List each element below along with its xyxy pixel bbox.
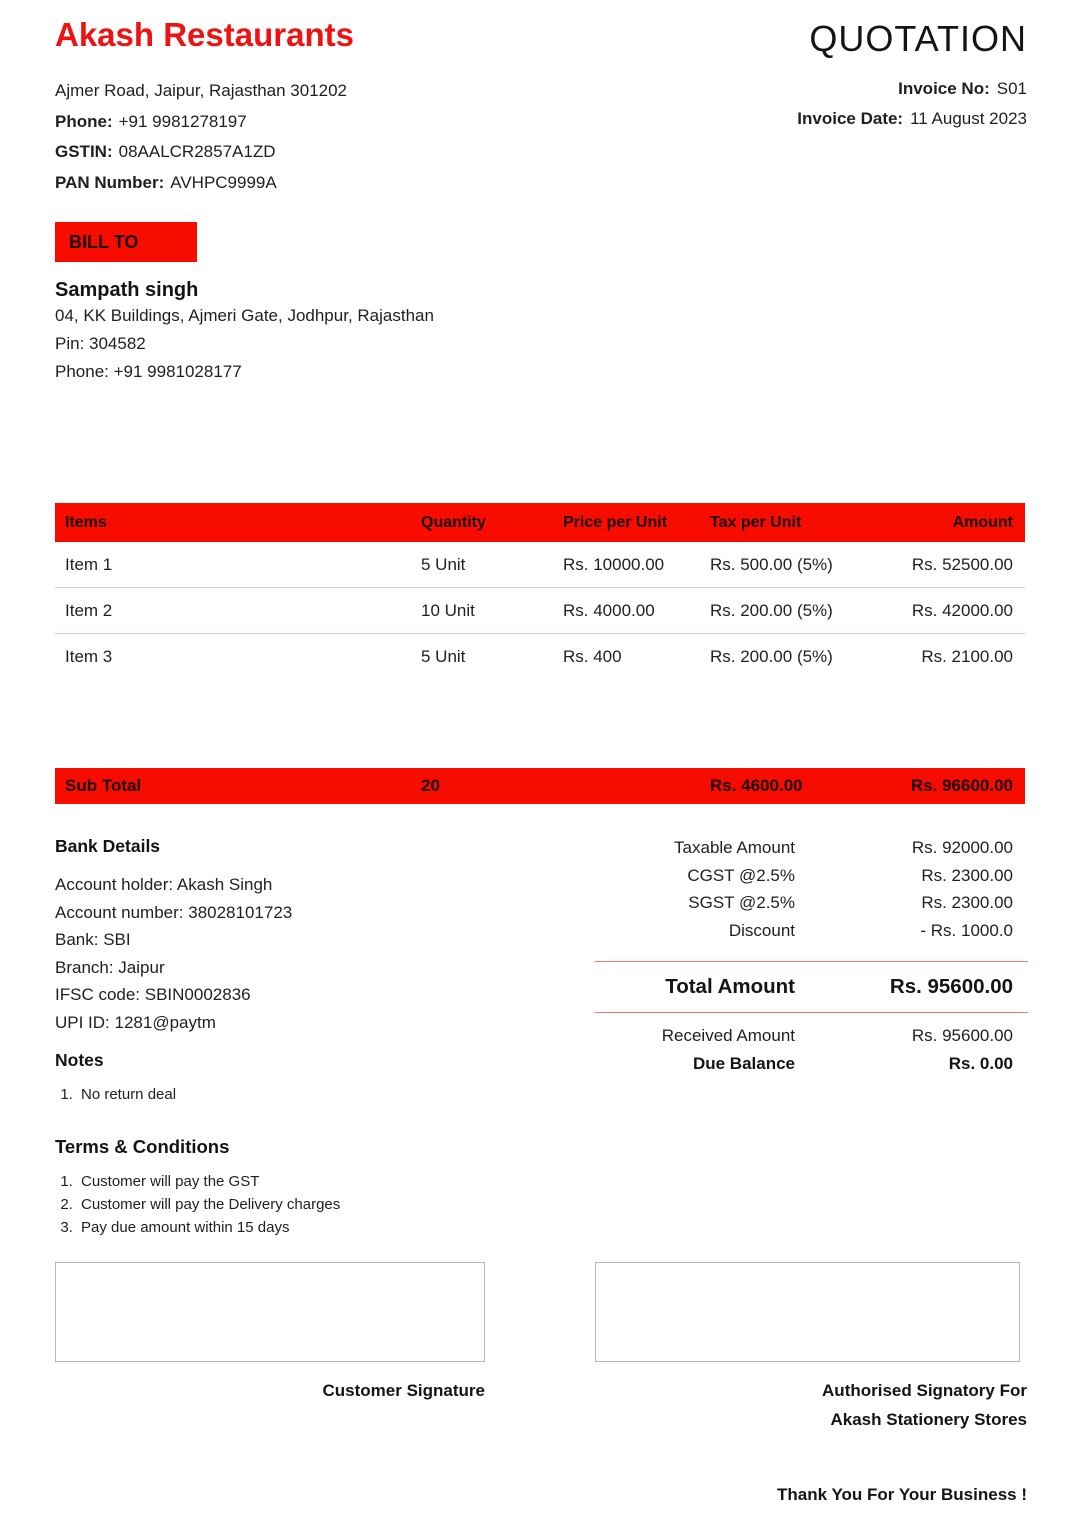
term-item: 3. Pay due amount within 15 days [77, 1216, 340, 1239]
item-quantity: 10 Unit [421, 600, 475, 620]
company-pan-value: AVHPC9999A [170, 172, 277, 192]
bill-to-section [55, 222, 655, 386]
bank-branch: Branch: Jaipur [55, 957, 165, 977]
customer-name: Sampath singh [55, 279, 199, 301]
taxable-amount-label: Taxable Amount [674, 838, 795, 857]
header-tax-per-unit: Tax per Unit [710, 513, 802, 531]
subtotal-tax: Rs. 4600.00 [710, 776, 803, 795]
total-amount-label: Total Amount [665, 975, 795, 998]
company-phone [55, 107, 354, 138]
authorised-caption-line2: Akash Stationery Stores [830, 1410, 1027, 1429]
authorised-signature-caption [595, 1376, 1027, 1434]
subtotal-bar [55, 768, 1025, 804]
bank-details-title: Bank Details [55, 836, 161, 856]
header-price-per-unit: Price per Unit [563, 513, 668, 531]
customer-signature-caption: Customer Signature [322, 1381, 485, 1400]
table-row [55, 542, 1025, 588]
notes-list [77, 1083, 176, 1106]
item-name: Item 2 [65, 600, 113, 620]
notes-title: Notes [55, 1050, 104, 1070]
subtotal-label: Sub Total [65, 776, 142, 795]
summary-row-sgst [595, 889, 1028, 917]
cgst-label: CGST @2.5% [687, 865, 795, 885]
summary-row-cgst [595, 862, 1028, 890]
item-tax: Rs. 500.00 (5%) [710, 554, 833, 574]
discount-label: Discount [728, 920, 795, 940]
company-gstin-value: 08AALCR2857A1ZD [118, 142, 276, 161]
item-quantity: 5 Unit [421, 554, 466, 574]
invoice-number-label: Invoice No: [898, 79, 990, 98]
terms-title: Terms & Conditions [55, 1136, 230, 1157]
customer-pin: Pin: 304582 [55, 334, 146, 353]
item-price: Rs. 400 [563, 647, 622, 666]
bank-details-section [55, 836, 525, 1036]
document-title: QUOTATION [809, 18, 1027, 59]
received-amount-row [595, 1022, 1028, 1050]
company-phone-value: +91 9981278197 [118, 111, 247, 131]
bill-to-tag: BILL TO [55, 222, 197, 262]
bank-ifsc: IFSC code: SBIN0002836 [55, 985, 251, 1004]
bank-account-holder: Account holder: Akash Singh [55, 875, 273, 894]
subtotal-amount: Rs. 96600.00 [910, 776, 1013, 795]
company-gstin [55, 137, 354, 168]
customer-address: 04, KK Buildings, Ajmeri Gate, Jodhpur, Rajasthan [55, 306, 434, 325]
total-amount-value: Rs. 95600.00 [889, 975, 1013, 998]
bank-name: Bank: SBI [55, 930, 131, 949]
item-amount: Rs. 42000.00 [911, 600, 1013, 620]
taxable-amount-value: Rs. 92000.00 [911, 838, 1013, 857]
item-quantity: 5 Unit [421, 647, 466, 666]
items-table-header [55, 503, 1025, 542]
header-items: Items [65, 513, 107, 531]
item-name: Item 3 [65, 647, 113, 666]
received-amount-label: Received Amount [661, 1026, 795, 1045]
term-item: 2. Customer will pay the Delivery charges [77, 1193, 340, 1216]
header-quantity: Quantity [421, 513, 486, 531]
total-amount-row [595, 962, 1028, 1012]
term-item: 1. Customer will pay the GST [77, 1170, 340, 1193]
summary-row-taxable [595, 834, 1028, 862]
thank-you-message: Thank You For Your Business ! [776, 1485, 1027, 1504]
item-price: Rs. 4000.00 [563, 600, 655, 620]
company-gstin-label: GSTIN: [55, 142, 113, 161]
item-tax: Rs. 200.00 (5%) [710, 647, 833, 666]
item-tax: Rs. 200.00 (5%) [710, 600, 833, 620]
company-name: Akash Restaurants [55, 16, 354, 53]
bank-account-number: Account number: 38028101723 [55, 902, 293, 922]
invoice-meta [797, 74, 1027, 134]
summary-row-discount [595, 917, 1028, 945]
notes-section [55, 1050, 176, 1106]
due-balance-value: Rs. 0.00 [948, 1053, 1013, 1073]
company-pan [55, 168, 354, 199]
company-pan-label: PAN Number: [55, 172, 165, 192]
invoice-number-row [797, 74, 1027, 104]
cgst-value: Rs. 2300.00 [921, 865, 1013, 885]
item-amount: Rs. 2100.00 [921, 647, 1013, 666]
authorised-caption-line1: Authorised Signatory For [822, 1381, 1027, 1400]
customer-phone: Phone: +91 9981028177 [55, 362, 242, 381]
item-price: Rs. 10000.00 [563, 554, 665, 574]
company-phone-label: Phone: [55, 111, 113, 131]
subtotal-row [55, 768, 1025, 804]
summary-divider-bottom [595, 1012, 1028, 1013]
table-row [55, 588, 1025, 634]
company-info [55, 16, 354, 198]
invoice-date-label: Invoice Date: [797, 109, 904, 128]
subtotal-quantity: 20 [421, 776, 440, 795]
invoice-date-row [797, 104, 1027, 134]
terms-list [77, 1170, 340, 1239]
document-header [797, 18, 1027, 134]
invoice-number-value: S01 [996, 79, 1027, 98]
bank-upi: UPI ID: 1281@paytm [55, 1012, 216, 1032]
item-name: Item 1 [65, 554, 113, 574]
item-amount: Rs. 52500.00 [911, 554, 1013, 574]
sgst-value: Rs. 2300.00 [921, 893, 1013, 912]
table-row [55, 634, 1025, 680]
company-address: Ajmer Road, Jaipur, Rajasthan 301202 [55, 81, 348, 100]
due-balance-label: Due Balance [692, 1053, 795, 1073]
sgst-label: SGST @2.5% [688, 893, 795, 912]
authorised-signature-box [595, 1262, 1020, 1362]
received-amount-value: Rs. 95600.00 [911, 1026, 1013, 1045]
invoice-date-value: 11 August 2023 [910, 109, 1027, 128]
customer-signature-box [55, 1262, 485, 1362]
note-item: 1. No return deal [77, 1083, 176, 1106]
discount-value: - Rs. 1000.0 [920, 920, 1013, 940]
header-amount: Amount [952, 513, 1013, 531]
due-balance-row [595, 1050, 1028, 1078]
totals-summary [595, 834, 1028, 1077]
terms-section [55, 1136, 340, 1239]
items-table [55, 503, 1025, 680]
